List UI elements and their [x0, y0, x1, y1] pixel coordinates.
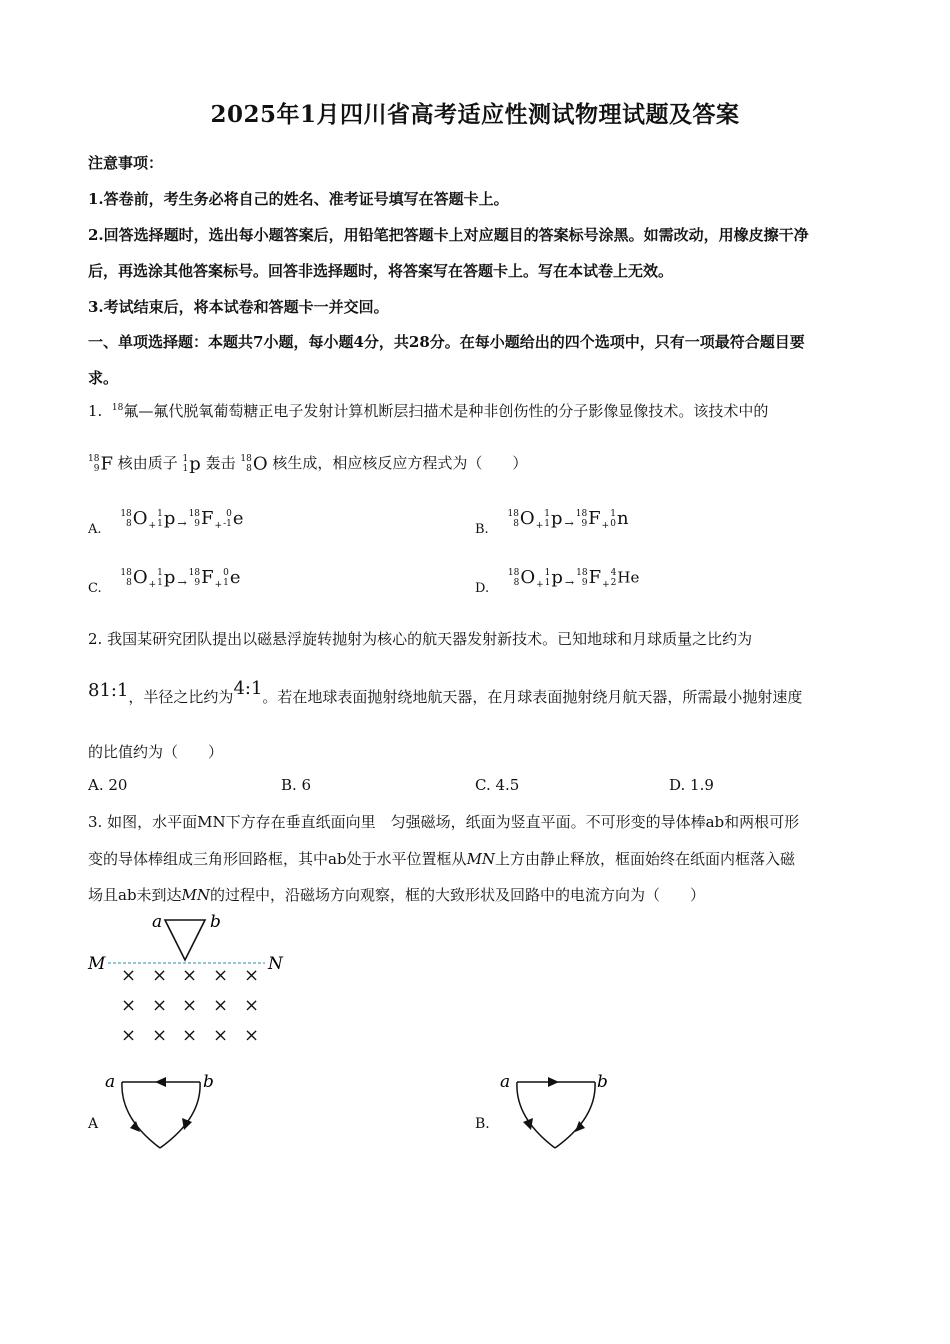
q3-option-b-figure	[493, 1068, 623, 1158]
q2-text-mid: ，半径之比约为	[128, 688, 234, 706]
label-n: N	[268, 954, 283, 974]
label-b: b	[203, 1072, 214, 1092]
field-cross-2-2: ×	[182, 1025, 198, 1046]
q1-o-symbol: O	[252, 453, 268, 475]
label-a: a	[105, 1072, 116, 1092]
q2-ratio-radius: 4:1	[233, 678, 263, 699]
q2-line1: 2. 我国某研究团队提出以磁悬浮旋转抛射为核心的航天器发射新技术。已知地球和月球质量之比约为	[88, 630, 753, 648]
label-b: b	[210, 912, 221, 932]
field-cross-1-1: ×	[152, 995, 168, 1016]
q1-o-numbers: 18 8	[240, 454, 252, 474]
label-b: b	[597, 1072, 608, 1092]
q3-line3: 场且ab未到达MN的过程中，沿磁场方向观察，框的大致形状及回路中的电流方向为（ ）	[88, 886, 706, 904]
q2-text-end: 。若在地球表面抛射绕地航天器，在月球表面抛射绕月航天器，所需最小抛射速度	[262, 688, 803, 706]
q1-line1	[88, 400, 768, 421]
q2-line2	[88, 678, 802, 707]
field-cross-0-3: ×	[213, 965, 229, 986]
q1-text3: 轰击	[205, 454, 236, 472]
field-cross-2-1: ×	[152, 1025, 168, 1046]
label-a: a	[500, 1072, 511, 1092]
q1-text4: 核生成，相应核反应方程式为（ ）	[272, 454, 528, 472]
q3-option-a-label[interactable]: A	[88, 1116, 99, 1132]
notice-item-3: 3.考试结束后，将本试卷和答题卡一并交回。	[88, 298, 389, 316]
triangle-frame	[165, 920, 205, 960]
magnetic-field-crosses	[121, 965, 259, 1046]
arrow-down-left-icon	[130, 1121, 140, 1132]
field-cross-2-0: ×	[121, 1025, 137, 1046]
notice-item-1: 1.答卷前，考生务必将自己的姓名、准考证号填写在答题卡上。	[88, 190, 509, 208]
right-side	[555, 1082, 595, 1148]
left-side	[122, 1082, 160, 1148]
q1-text1: 氟—氟代脱氧葡萄糖正电子发射计算机断层扫描术是种非创伤性的分子影像显像技术。该技术中的	[123, 402, 769, 420]
arrow-up-right-icon	[182, 1118, 192, 1130]
left-side	[517, 1082, 555, 1148]
q1-option-d[interactable]: D. 18 8 $O_+$ 1 1 p $_\to$ 18 9 $F_+$ 4 2 He	[475, 567, 640, 596]
field-cross-0-1: ×	[152, 965, 168, 986]
field-cross-2-3: ×	[213, 1025, 229, 1046]
field-cross-0-4: ×	[244, 965, 260, 986]
q3-option-b-label[interactable]: B.	[475, 1116, 490, 1132]
q2-ratio-mass: 81:1	[88, 680, 129, 701]
q1-isotope-mass: 18	[111, 403, 124, 413]
q1-p-symbol: p	[189, 453, 201, 475]
q1-number: 1.	[88, 402, 103, 420]
notice-item-2a: 2.回答选择题时，选出每小题答案后，用铅笔把答题卡上对应题目的答案标号涂黑。如需改动，用橡皮擦干净	[88, 226, 809, 244]
right-side	[160, 1082, 200, 1148]
field-cross-1-0: ×	[121, 995, 137, 1016]
q1-option-c[interactable]: C. 18 8 $O_+$ 1 1 p $_\to$ 18 9 $F_+$ 0 1 e	[88, 567, 241, 596]
q3-line2: 变的导体棒组成三角形回路框，其中ab处于水平位置框从MN上方由静止释放，框面始终在纸面内框落入磁	[88, 850, 796, 868]
q3-magnetic-field-figure	[80, 905, 300, 1055]
q1-text2: 核由质子	[117, 454, 178, 472]
field-cross-1-3: ×	[213, 995, 229, 1016]
q2-option-a[interactable]: A. 20	[88, 776, 128, 794]
q3-option-a-figure	[100, 1068, 230, 1158]
label-m: M	[88, 954, 106, 974]
field-cross-2-4: ×	[244, 1025, 260, 1046]
q2-option-b[interactable]: B. 6	[281, 776, 312, 794]
notice-item-2b: 后，再选涂其他答案标号。回答非选择题时，将答案写在答题卡上。写在本试卷上无效。	[88, 262, 674, 280]
q1-option-a[interactable]: A. 18 8 $O_+$ 1 1 p $_\to$ 18 9 $F_+$ 0 -1 e	[88, 508, 244, 537]
q1-option-b[interactable]: B. 18 8 $O_+$ 1 1 p $_\to$ 18 9 $F_+$ 1 0 n	[475, 508, 629, 537]
q2-option-c[interactable]: C. 4.5	[475, 776, 520, 794]
field-cross-0-2: ×	[182, 965, 198, 986]
label-a: a	[152, 912, 163, 932]
q1-f-numbers: 18 9	[88, 454, 100, 474]
q1-f-symbol: F	[100, 453, 113, 475]
q2-option-d[interactable]: D. 1.9	[669, 776, 714, 794]
arrow-right-icon	[548, 1077, 559, 1087]
page-title: 2025年1月四川省高考适应性测试物理试题及答案	[210, 101, 740, 128]
field-cross-1-4: ×	[244, 995, 260, 1016]
field-cross-1-2: ×	[182, 995, 198, 1016]
q1-line2	[88, 452, 527, 475]
section1-line2: 求。	[88, 369, 119, 387]
q2-line3: 的比值约为（ ）	[88, 743, 224, 761]
field-cross-0-0: ×	[121, 965, 137, 986]
notice-heading: 注意事项：	[88, 154, 164, 172]
q3-line1: 3. 如图，水平面MN下方存在垂直纸面向里 匀强磁场，纸面为竖直平面。不可形变的导体棒ab和两根可形	[88, 813, 800, 831]
section1-line1: 一、单项选择题：本题共7小题，每小题4分，共28分。在每小题给出的四个选项中，只有一项最符合题目要	[88, 333, 805, 351]
arrow-left-icon	[155, 1077, 166, 1087]
arrow-down-right-icon	[575, 1121, 585, 1132]
q1-p-numbers: 1 1	[182, 454, 189, 474]
